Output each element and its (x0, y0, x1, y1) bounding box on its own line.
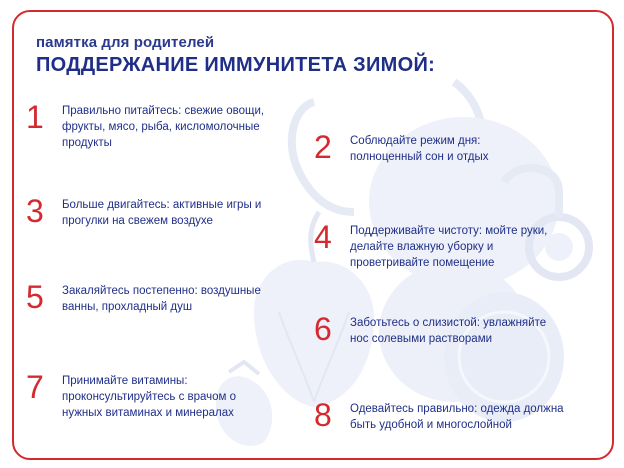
tip-number: 2 (314, 129, 332, 165)
tip-text: Поддерживайте чистоту: мойте руки, делайте влажную уборку и проветривайте помещение (350, 225, 548, 269)
tip-item (314, 219, 554, 271)
memo-card (12, 10, 614, 460)
tip-item (314, 129, 554, 165)
page-title: ПОДДЕРЖАНИЕ ИММУНИТЕТА ЗИМОЙ: (36, 54, 436, 76)
tip-text: Правильно питайтесь: свежие овощи, фрукты, мясо, рыба, кисломолочные продукты (62, 105, 265, 149)
memo-subtitle: памятка для родителей (36, 34, 215, 51)
tip-number: 8 (314, 397, 332, 433)
tip-item (26, 193, 266, 229)
tip-item (26, 369, 266, 421)
tip-item (26, 99, 266, 151)
tip-text: Одевайтесь правильно: одежда должна быть удобной и многослойной (350, 403, 564, 431)
tip-item (314, 397, 574, 433)
tip-number: 6 (314, 311, 332, 347)
tip-text: Принимайте витамины: проконсультируйтесь с врачом о нужных витаминах и минералах (62, 375, 237, 419)
tip-number: 7 (26, 369, 44, 405)
tip-text: Больше двигайтесь: активные игры и прогулки на свежем воздухе (62, 199, 262, 227)
tip-number: 1 (26, 99, 44, 135)
tip-item (26, 279, 266, 315)
tip-number: 3 (26, 193, 44, 229)
tip-number: 5 (26, 279, 44, 315)
tip-text: Закаляйтесь постепенно: воздушные ванны, прохладный душ (62, 285, 261, 313)
tip-text: Соблюдайте режим дня: полноценный сон и отдых (350, 135, 489, 163)
tip-item (314, 311, 554, 347)
tip-number: 4 (314, 219, 332, 255)
tip-text: Заботьтесь о слизистой: увлажняйте нос солевыми растворами (350, 317, 547, 345)
